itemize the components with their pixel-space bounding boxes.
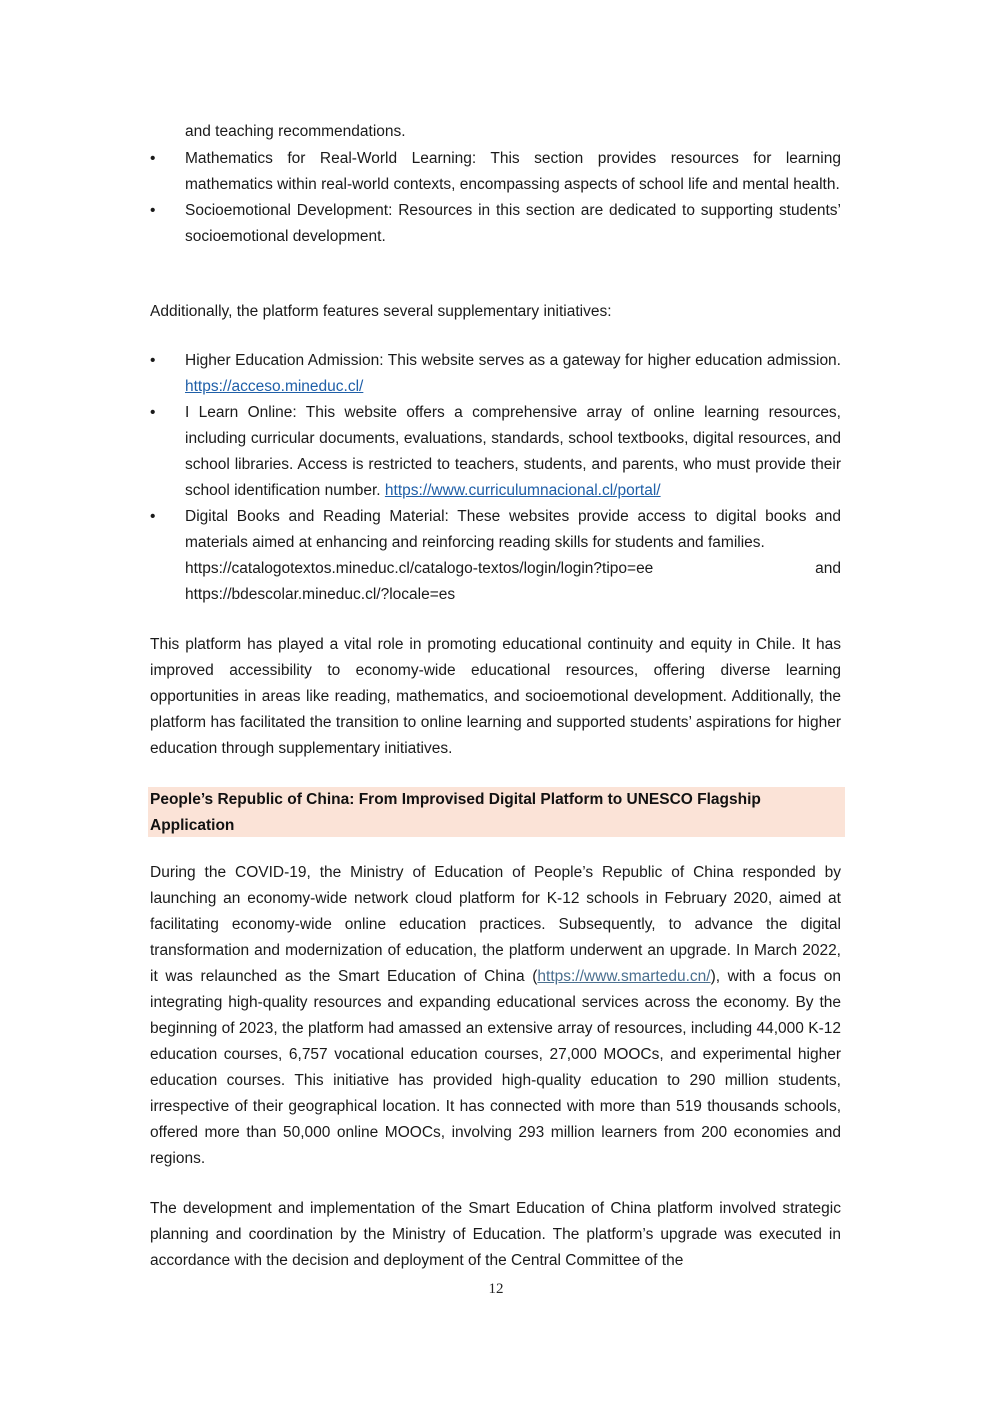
list-item [150,348,841,400]
list-item-text: I Learn Online: This website offers a comprehensive array of online learning resources, including curricular documents, evaluations, standards, school textbooks, digital resources, and school libraries. Access is restricted to teachers, students, and parents, who must provide their school identification number. [185,404,841,499]
bullet-icon: • [150,404,156,421]
list-item [150,198,841,250]
list-item-text: Mathematics for Real-World Learning: This section provides resources for learning mathematics within real-world contexts, encompassing aspects of school life and mental health. [185,150,841,193]
and-text: and [815,560,841,577]
continuation-text: and teaching recommendations. [185,123,406,140]
china-para1-after: ), with a focus on integrating high-quality resources and expanding educational services across the economy. By the beginning of 2023, the platform had amassed an extensive array of resources, including 44,000 K-12 education courses, 6,757 vocational education courses, 27,000 MOOCs, and experimental higher education courses. This initiative has provided high-quality education to 290 million students, irrespective of their geographical location. It has connected with more than 519 thousands schools, offered more than 50,000 online MOOCs, involving 293 million learners from 200 economies and regions. [150,968,841,1167]
bullet-icon: • [150,508,156,525]
bullet-icon: • [150,202,156,219]
section-heading-box [148,787,845,837]
curriculum-portal-link[interactable]: https://www.curriculumnacional.cl/portal/ [384,482,661,499]
catalog-url: https://catalogotextos.mineduc.cl/catalogo-textos/login/login?tipo=ee [185,560,654,577]
list-item-text: Higher Education Admission: This website serves as a gateway for higher education admission. [185,352,841,369]
acceso-link[interactable]: https://acceso.mineduc.cl/ [185,378,364,395]
bdescolar-url: https://bdescolar.mineduc.cl/?locale=es [185,586,456,603]
china-para1-before: During the COVID-19, the Ministry of Education of People’s Republic of China responded by launching an economy-wide network cloud platform for K-12 schools in February 2020, aimed at facilitating economy-wide online education practices. Subsequently, to advance the digital transformation and modernization of education, the platform underwent an upgrade. In March 2022, it was relaunched as the Smart Education of China ( [150,864,841,985]
list-item [150,146,841,198]
list-item-text: Socioemotional Development: Resources in this section are dedicated to supporting students’ socioemotional development. [185,202,841,245]
bullet-icon: • [150,352,156,369]
supplementary-list [150,348,841,608]
paragraph-china-1 [150,860,841,1172]
list-item [150,400,841,504]
bullet-icon: • [150,150,156,167]
page-number: 12 [488,1281,504,1297]
paragraph-supplementary-intro: Additionally, the platform features several supplementary initiatives: [150,303,612,320]
section-heading: People’s Republic of China: From Improvised Digital Platform to UNESCO Flagship Application [150,791,761,834]
list-item [150,504,841,608]
paragraph-china-2: The development and implementation of the Smart Education of China platform involved strategic planning and coordination by the Ministry of Education. The platform’s upgrade was executed in accordance with the decision and deployment of the Central Committee of the [150,1200,841,1269]
paragraph-chile-summary: This platform has played a vital role in promoting educational continuity and equity in Chile. It has improved accessibility to economy-wide educational resources, offering diverse learning opportunities in areas like reading, mathematics, and socioemotional development. Additionally, the platform has facilitated the transition to online learning and supported students’ aspirations for higher education through supplementary initiatives. [150,636,841,757]
resource-list [150,146,841,250]
smartedu-link[interactable]: https://www.smartedu.cn/ [537,968,711,985]
list-item-text: Digital Books and Reading Material: These websites provide access to digital books and materials aimed at enhancing and reinforcing reading skills for students and families. [185,508,841,551]
url-row [185,556,841,582]
